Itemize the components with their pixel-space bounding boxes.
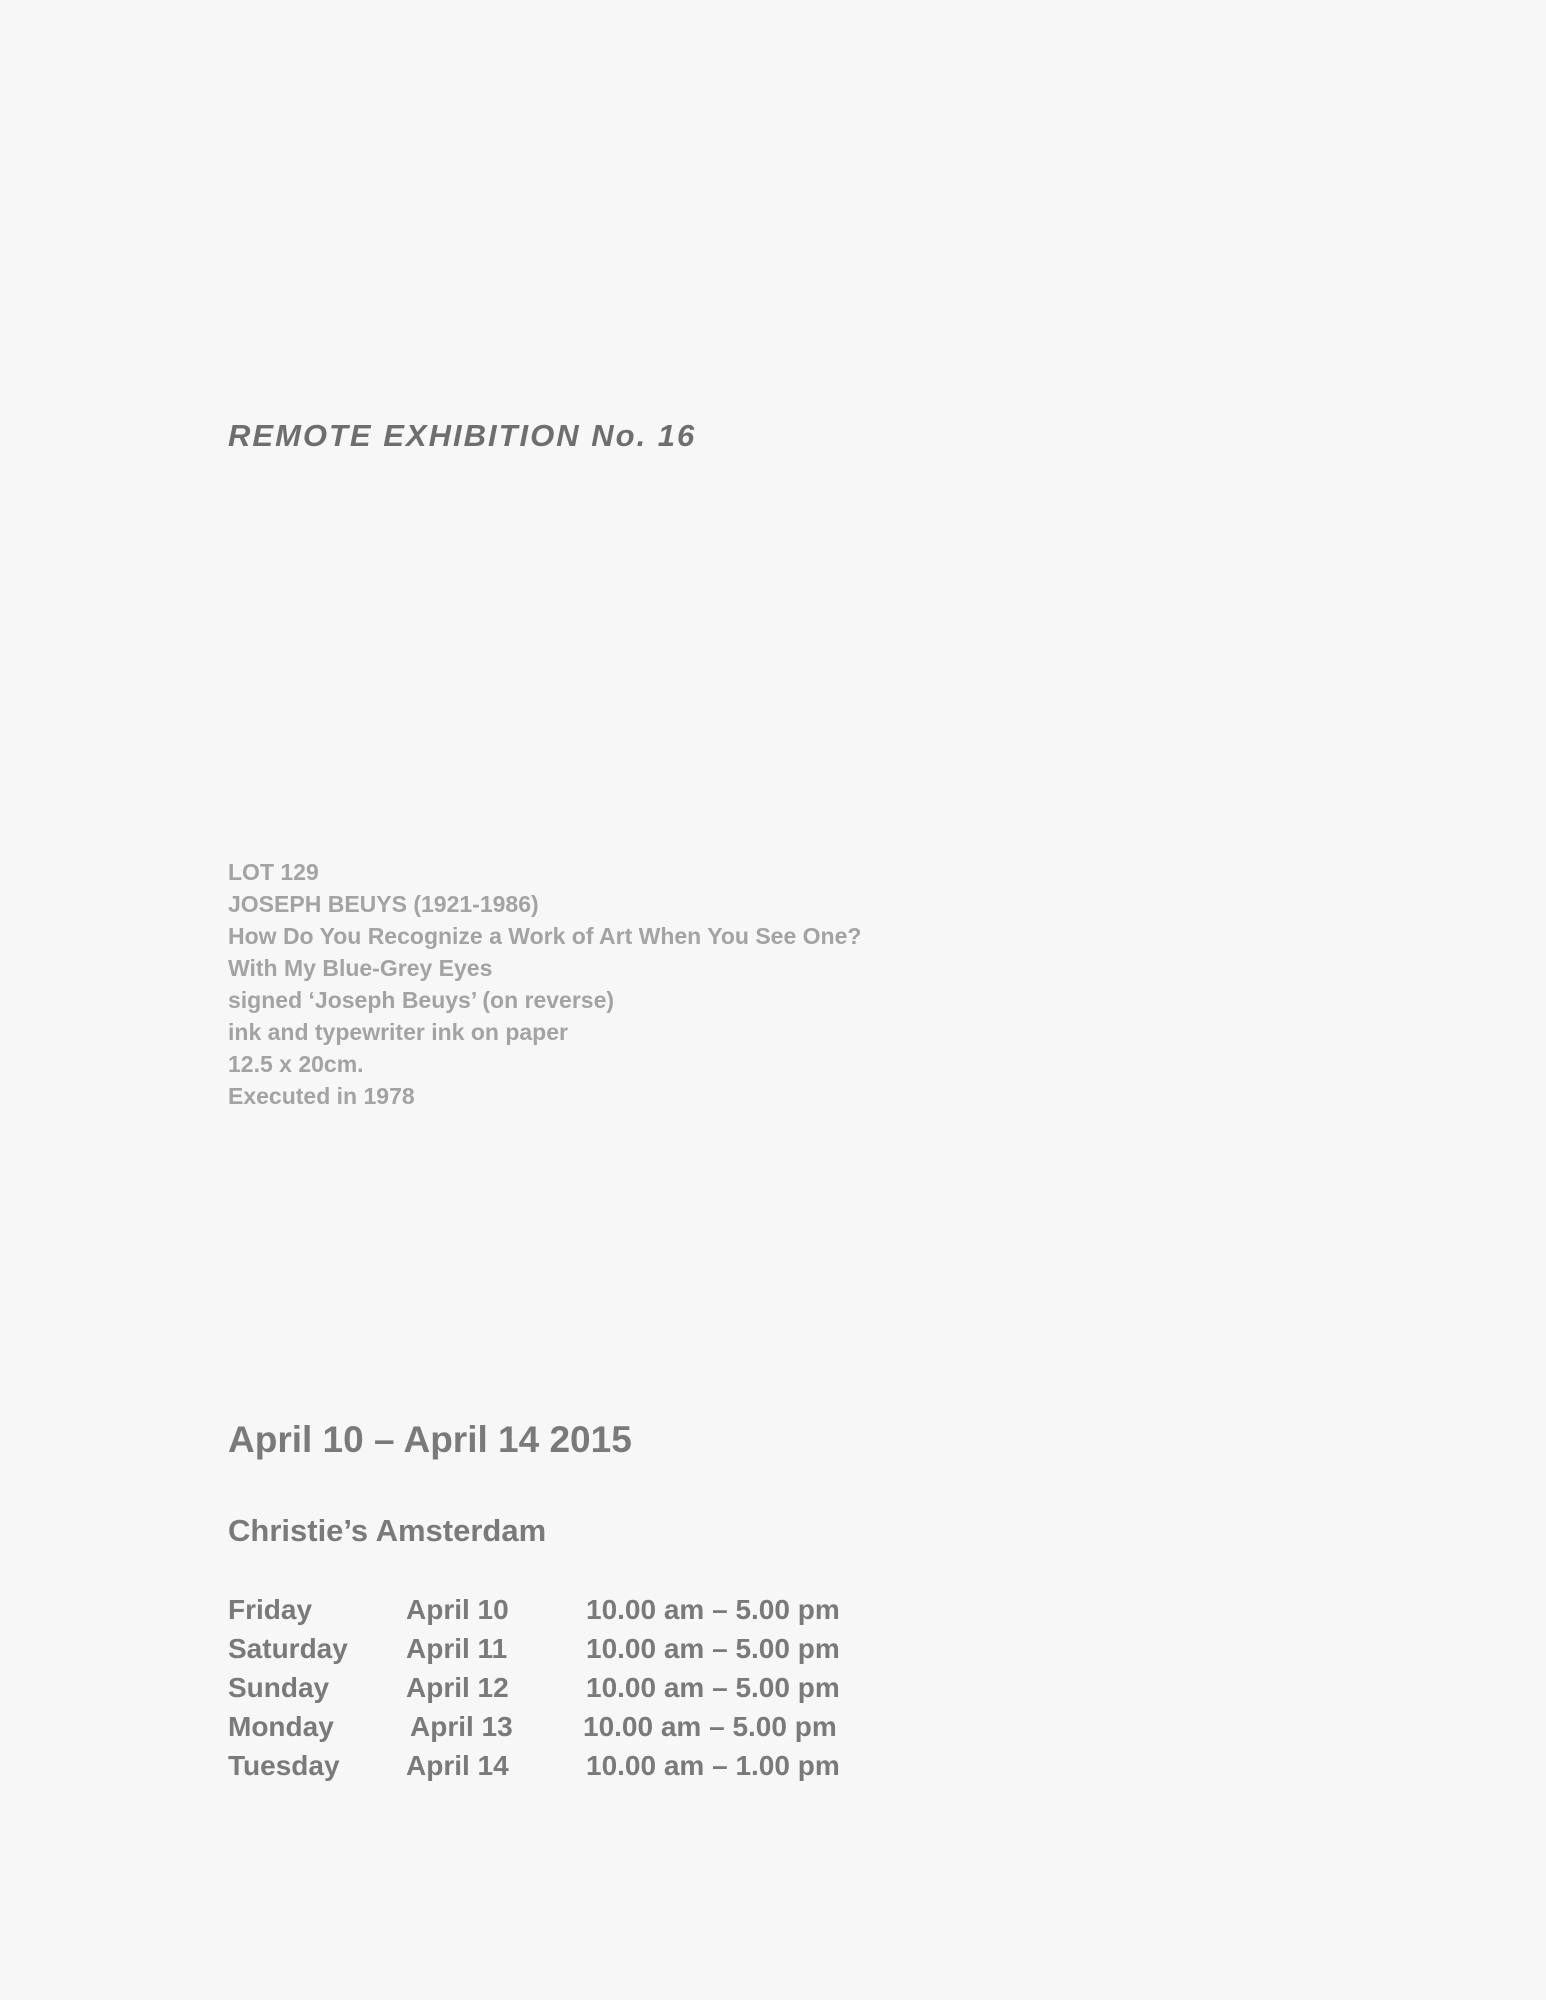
lot-number: LOT 129	[228, 859, 319, 885]
execution-year: Executed in 1978	[228, 1083, 415, 1109]
schedule-date: April 10	[406, 1594, 509, 1625]
venue: Christie’s Amsterdam	[228, 1513, 547, 1548]
exhibition-dates: April 10 – April 14 2015	[228, 1419, 632, 1460]
schedule-day: Monday	[228, 1711, 334, 1742]
lot-details	[228, 856, 861, 1112]
schedule-day: Sunday	[228, 1672, 330, 1703]
dimensions: 12.5 x 20cm.	[228, 1051, 364, 1077]
schedule-date: April 14	[406, 1750, 509, 1781]
exhibition-title: REMOTE EXHIBITION No. 16	[228, 418, 697, 453]
schedule-day: Tuesday	[228, 1750, 340, 1781]
schedule-time: 10.00 am – 5.00 pm	[586, 1633, 840, 1664]
schedule-date: April 12	[406, 1672, 509, 1703]
artist-name: JOSEPH BEUYS (1921-1986)	[228, 891, 539, 917]
schedule-time: 10.00 am – 5.00 pm	[586, 1672, 840, 1703]
schedule-day: Saturday	[228, 1633, 348, 1664]
medium: ink and typewriter ink on paper	[228, 1019, 568, 1045]
schedule-date: April 11	[406, 1633, 508, 1664]
artwork-title-line-1: How Do You Recognize a Work of Art When You See One?	[228, 923, 862, 949]
schedule-day: Friday	[228, 1594, 313, 1625]
signature-note: signed ‘Joseph Beuys’ (on reverse)	[228, 987, 615, 1013]
schedule-time: 10.00 am – 5.00 pm	[583, 1711, 837, 1742]
artwork-title-line-2: With My Blue-Grey Eyes	[228, 955, 493, 981]
schedule-time: 10.00 am – 1.00 pm	[586, 1750, 840, 1781]
schedule-time: 10.00 am – 5.00 pm	[586, 1594, 840, 1625]
schedule-date: April 13	[410, 1711, 513, 1742]
